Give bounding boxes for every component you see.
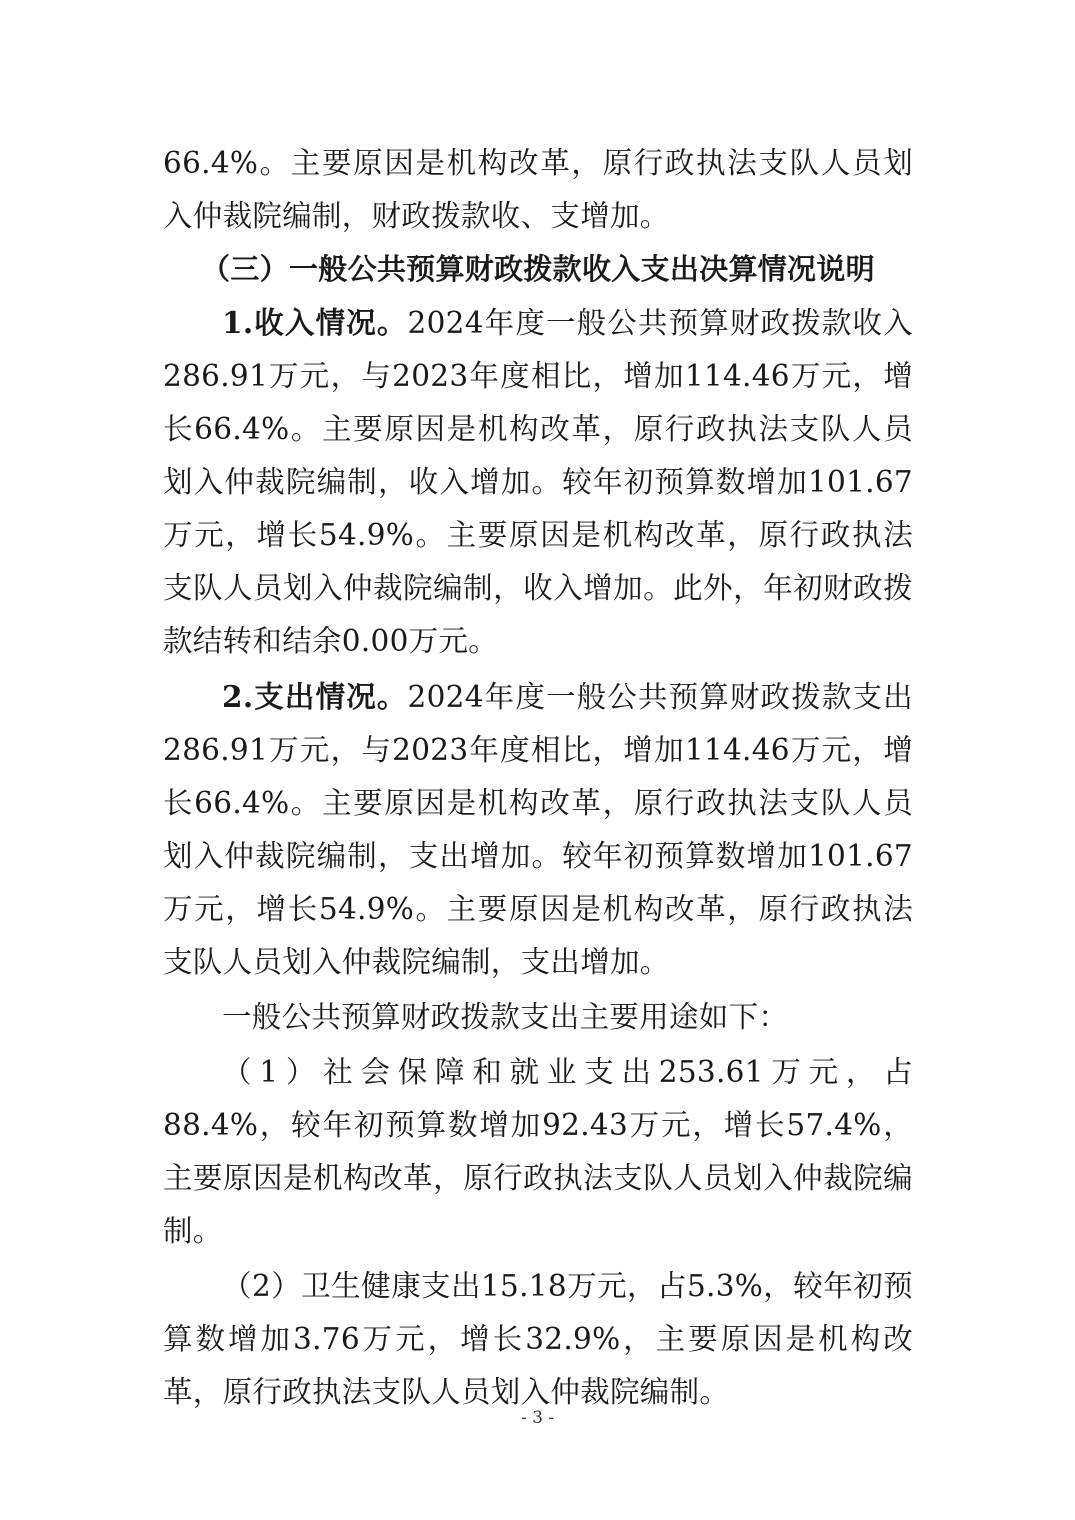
expenditure-text: 2024年度一般公共预算财政拨款支出286.91万元，与2023年度相比，增加114.46万元，增长66.4%。主要原因是机构改革，原行政执法支队人员划入仲裁院编制，支出增加。较年初预算数增加101.67万元，增长54.9%。主要原因是机构改革，原行政执法支队人员划入仲裁院编制，支出增加。: [163, 680, 913, 979]
income-text: 2024年度一般公共预算财政拨款收入286.91万元，与2023年度相比，增加114.46万元，增长66.4%。主要原因是机构改革，原行政执法支队人员划入仲裁院编制，收入增加。较年初预算数增加101.67万元，增长54.9%。主要原因是机构改革，原行政执法支队人员划入仲裁院编制，收入增加。此外，年初财政拨款结转和结余0.00万元。: [163, 306, 913, 658]
paragraph-health: （2）卫生健康支出15.18万元，占5.3%，较年初预算数增加3.76万元，增长32.9%，主要原因是机构改革，原行政执法支队人员划入仲裁院编制。: [163, 1269, 913, 1409]
section-heading: （三）一般公共预算财政拨款收入支出决算情况说明: [201, 252, 875, 286]
paragraph-uses-intro: 一般公共预算财政拨款支出主要用途如下：: [222, 1000, 789, 1034]
paragraph-social-security: （1）社会保障和就业支出253.61万元，占88.4%，较年初预算数增加92.43万元，增长57.4%，主要原因是机构改革，原行政执法支队人员划入仲裁院编制。: [163, 1055, 913, 1248]
paragraph-expenditure: [163, 670, 913, 989]
document-body: [163, 137, 913, 1419]
paragraph-continuation: 66.4%。主要原因是机构改革，原行政执法支队人员划入仲裁院编制，财政拨款收、支增加。: [163, 146, 913, 233]
expenditure-lead: 2.支出情况。: [222, 679, 408, 714]
paragraph-income: [163, 296, 913, 668]
page-number: - 3 -: [520, 1408, 555, 1428]
income-lead: 1.收入情况。: [222, 305, 408, 340]
